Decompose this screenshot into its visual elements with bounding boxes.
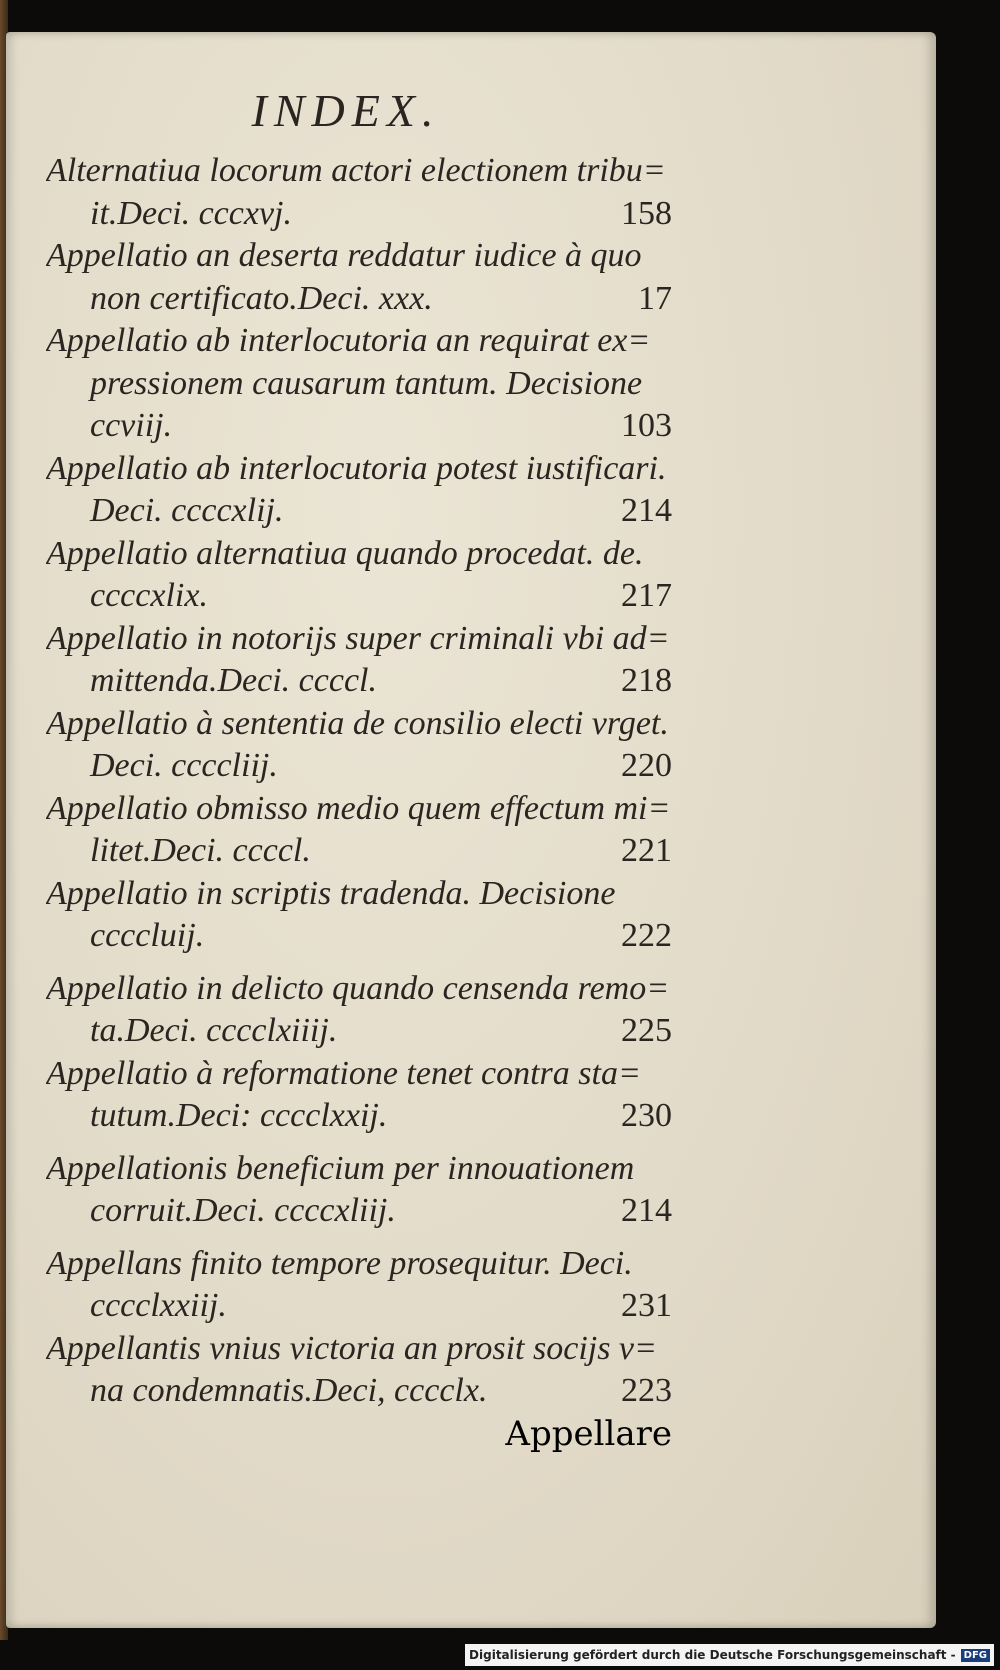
entry-line: Appellatio in delicto quando censenda remo= [46,969,670,1007]
footer-text: Digitalisierung gefördert durch die Deutsche Forschungsgemeinschaft - [469,1648,956,1662]
entry-reference: cccclxxiij. [90,1287,227,1324]
index-entries [46,150,676,1455]
entry-reference: ccccxlix. [90,577,208,614]
entry-reference: Deci. ccccxlij. [90,492,284,529]
index-entry [46,703,676,788]
entry-reference: na condemnatis.Deci, cccclx. [90,1372,488,1409]
entry-last-line [46,660,676,703]
entry-page-number: 231 [621,1287,672,1324]
entry-page-number: 214 [621,1192,672,1229]
entry-reference: corruit.Deci. ccccxliij. [90,1192,396,1229]
entry-last-line [46,193,676,236]
entry-last-line [46,915,676,958]
entry-line: Appellatio ab interlocutoria potest iustificari. [46,449,667,487]
entry-page-number: 222 [621,917,672,954]
entry-reference: litet.Deci. ccccl. [90,832,311,869]
entry-last-line [46,278,676,321]
entry-reference: Deci. ccccliij. [90,747,278,784]
index-entry [46,150,676,235]
entry-line: Appellatio à reformatione tenet contra sta= [46,1054,641,1092]
page-title: INDEX. [251,85,441,136]
entry-line: Appellatio in scriptis tradenda. Decisione [46,874,616,912]
entry-last-line [46,1095,676,1138]
catchword: Appellare [505,1413,672,1454]
entry-line: pressionem causarum tantum. Decisione [90,364,643,402]
entry-page-number: 220 [621,747,672,784]
entry-last-line [46,830,676,873]
entry-page-number: 103 [621,407,672,444]
entry-last-line [46,1370,676,1413]
index-entry [46,788,676,873]
index-entry [46,1328,676,1413]
entry-page-number: 225 [621,1012,672,1049]
index-entry [46,618,676,703]
entry-line: Appellatio obmisso medio quem effectum mi= [46,789,671,827]
entry-last-line [46,1285,676,1328]
entry-page-number: 218 [621,662,672,699]
entry-reference: mittenda.Deci. ccccl. [90,662,377,699]
entry-reference: it.Deci. cccxvj. [90,194,292,232]
book-page [6,32,936,1628]
index-entry [46,968,676,1053]
index-entry [46,1243,676,1328]
index-entry [46,533,676,618]
entry-last-line [46,575,676,618]
entry-reference: ccviij. [90,407,173,444]
digitization-credit [465,1644,994,1666]
dfg-logo-icon: DFG [961,1649,990,1662]
entry-reference: non certificato.Deci. xxx. [90,279,433,317]
entry-reference: ccccluij. [90,917,205,954]
entry-last-line [46,405,676,448]
entry-line: Appellationis beneficium per innouationem [46,1149,635,1187]
entry-page-number: 223 [621,1372,672,1409]
entry-last-line [46,1190,676,1233]
entry-line: Appellatio an deserta reddatur iudice à quo [46,237,642,274]
index-entry [46,235,676,320]
entry-reference: ta.Deci. cccclxiiij. [90,1012,338,1049]
entry-page-number: 17 [638,279,672,317]
entry-page-number: 217 [621,577,672,614]
entry-last-line [46,745,676,788]
entry-line: Appellatio in notorijs super criminali vbi ad= [46,619,670,657]
index-entry [46,1148,676,1233]
entry-page-number: 158 [621,194,672,232]
entry-page-number: 221 [621,832,672,869]
entry-last-line [46,1010,676,1053]
entry-page-number: 230 [621,1097,672,1134]
index-entry [46,873,676,958]
index-entry [46,448,676,533]
entry-line: Appellatio ab interlocutoria an requirat ex= [46,322,651,359]
entry-line: Appellantis vnius victoria an prosit socijs v= [46,1329,657,1367]
entry-line: Alternatiua locorum actori electionem tribu= [46,152,666,189]
entry-line: Appellans finito tempore prosequitur. Deci. [46,1244,633,1282]
entry-page-number: 214 [621,492,672,529]
entry-reference: tutum.Deci: cccclxxij. [90,1097,388,1134]
entry-line: Appellatio alternatiua quando procedat. de. [46,534,644,572]
entry-last-line [46,490,676,533]
index-entry [46,320,676,448]
entry-line: Appellatio à sententia de consilio electi vrget. [46,704,669,742]
index-entry [46,1053,676,1138]
